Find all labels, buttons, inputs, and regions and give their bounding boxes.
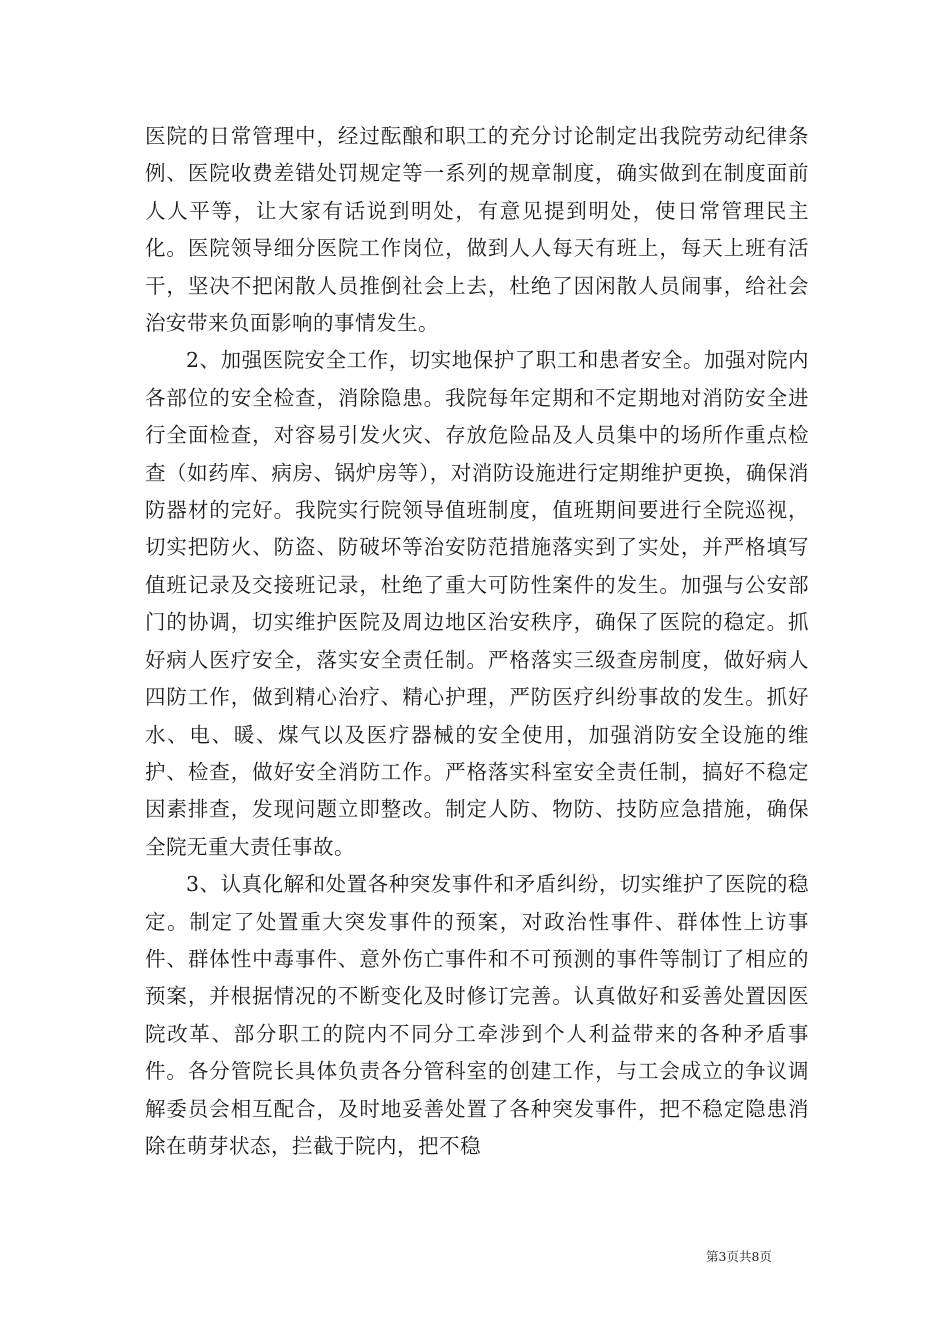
page-number-footer: 第3页共8页 bbox=[706, 1249, 772, 1264]
paragraph-2: 2、加强医院安全工作，切实地保护了职工和患者安全。加强对院内各部位的安全检查，消除隐患。我院每年定期和不定期地对消防安全进行全面检查，对容易引发火灾、存放危险品及人员集中的场所作重点检查（如药库、病房、锅炉房等），对消防设施进行定期维护更换，确保消防器材的完好。我院实行院领导值班制度，值班期间要进行全院巡视，切实把防火、防盗、防破坏等治安防范措施落实到了实处，并严格填写值班记录及交接班记录，杜绝了重大可防性案件的发生。加强与公安部门的协调，切实维护医院及周边地区治安秩序，确保了医院的稳定。抓好病人医疗安全，落实安全责任制。严格落实三级查房制度，做好病人四防工作，做到精心治疗、精心护理，严防医疗纠纷事故的发生。抓好水、电、暖、煤气以及医疗器械的安全使用，加强消防安全设施的维护、检查，做好安全消防工作。严格落实科室安全责任制，搞好不稳定因素排查，发现问题立即整改。制定人防、物防、技防应急措施，确保全院无重大责任事故。 bbox=[145, 348, 809, 859]
paragraph-1: 医院的日常管理中，经过酝酿和职工的充分讨论制定出我院劳动纪律条例、医院收费差错处罚规定等一系列的规章制度，确实做到在制度面前人人平等，让大家有话说到明处，有意见提到明处，使日常管理民主化。医院领导细分医院工作岗位，做到人人每天有班上，每天上班有活干，坚决不把闲散人员推倒社会上去，杜绝了因闲散人员闹事，给社会治安带来负面影响的事情发生。 bbox=[145, 124, 809, 336]
document-body bbox=[145, 118, 809, 1165]
paragraph-3: 3、认真化解和处置各种突发事件和矛盾纠纷，切实维护了医院的稳定。制定了处置重大突发事件的预案，对政治性事件、群体性上访事件、群体性中毒事件、意外伤亡事件和不可预测的事件等制订了相应的预案，并根据情况的不断变化及时修订完善。认真做好和妥善处置因医院改革、部分职工的院内不同分工牵涉到个人利益带来的各种矛盾事件。各分管院长具体负责各分管科室的创建工作，与工会成立的争议调解委员会相互配合，及时地妥善处置了各种突发事件，把不稳定隐患消除在萌芽状态，拦截于院内，把不稳 bbox=[145, 872, 809, 1158]
